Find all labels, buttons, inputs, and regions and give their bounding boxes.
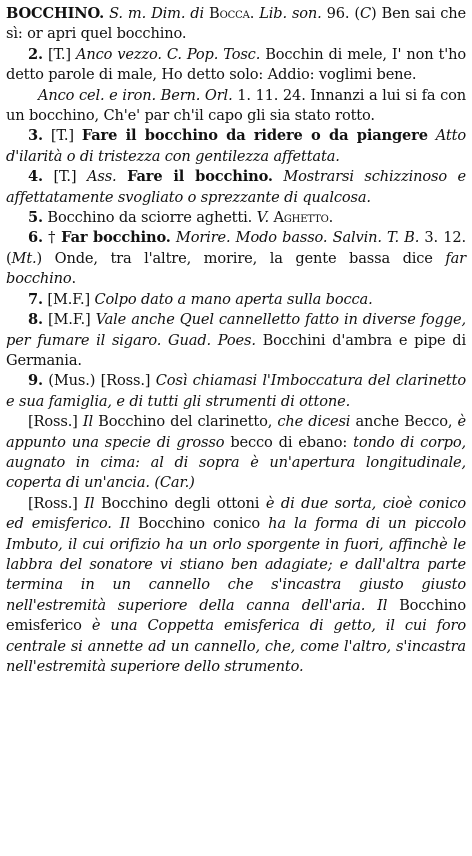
dictionary-entry-3: [6, 126, 466, 167]
dictionary-entry-2: [6, 86, 466, 127]
entry-text-segment: 8.: [28, 311, 43, 329]
dictionary-entry-10: [6, 412, 466, 494]
entry-text-segment: ) Onde, tra l'altre, morire, la gente bassa dice: [36, 249, 446, 267]
entry-text-segment: Ass.: [86, 168, 117, 186]
entry-text-segment: è di due sorta, cioè conico ed emisferico. Il: [6, 494, 467, 533]
dictionary-entry-0: [6, 4, 466, 45]
entry-text-segment: Bocchino degli ottoni: [94, 494, 266, 512]
entry-text-segment: tondo di corpo, augnato in cima: al di sopra è un'apertura longitudinale, coperta di un'ancia. (Car.): [6, 433, 466, 492]
entry-text-segment: (Mus.) [Ross.]: [42, 372, 156, 390]
entry-text-segment: [273, 168, 284, 185]
entry-text-segment: [117, 168, 128, 185]
entry-text-segment: Colpo dato a mano aperta sulla bocca.: [94, 290, 373, 308]
dictionary-entry-1: [6, 45, 466, 86]
entry-text-segment: Fare il bocchino da ridere o da piangere: [81, 127, 428, 145]
dictionary-entry-6: [6, 228, 466, 289]
entry-text-segment: Vale anche Quel cannelletto fatto in diverse fogge, per fumare il sigaro. Guad. Poes.: [6, 311, 466, 349]
entry-text-segment: becco di ebano:: [224, 433, 354, 451]
entry-text-segment: [Ross.]: [28, 494, 85, 512]
entry-text-segment: [T.]: [42, 127, 82, 145]
entry-text-segment: [M.F.]: [42, 311, 96, 329]
entry-text-segment: ha la forma di un piccolo Imbuto, il cui orifizio ha un orlo sporgente in fuori, affinchè le labbra del sonatore vi stiano ben adagiate; e dall'altra parte termina in un cannello che s'incastra giusto giusto nell'estremità superiore della canna dell'aria. Il: [6, 515, 466, 614]
entry-text-segment: Bocchini d'ambra e pipe di Germania.: [6, 331, 466, 369]
entry-text-segment: [M.F.]: [42, 290, 95, 308]
entry-text-segment: Il: [82, 413, 93, 431]
entry-text-segment: far bocchino: [6, 249, 466, 288]
entry-text-segment: è una Coppetta emisferica di getto, il cui foro centrale si annette ad un cannello, che, come l'altro, s'incastra nell'estremità superiore dello strumento.: [6, 617, 466, 675]
entry-text-segment: Bocchin di mele, I' non t'ho detto parole di male, Ho detto solo: Addio: voglimi bene.: [6, 45, 466, 84]
entry-text-segment: Bocchino emisferico: [6, 596, 466, 635]
entry-text-segment: Bocchino da sciorre aghetti.: [42, 209, 257, 227]
entry-text-segment: Aghetto: [273, 209, 329, 227]
entry-text-segment: 9.: [28, 372, 43, 390]
entry-text-segment: C: [359, 5, 371, 22]
entry-text-segment: [T.]: [42, 45, 76, 63]
entry-text-segment: Mostrarsi schizzinoso e affettatamente svogliato o sprezzante di qualcosa.: [6, 168, 466, 206]
entry-text-segment: 5.: [28, 209, 43, 227]
entry-text-segment: Far bocchino.: [61, 229, 171, 247]
entry-text-segment: che dicesi: [277, 413, 351, 431]
entry-text-segment: 96. (: [321, 5, 360, 22]
entry-text-segment: S. m. Dim. di: [109, 5, 205, 22]
entry-text-segment: Così chiamasi l'Imboccatura del clarinetto e sua famiglia, e di tutti gli strumenti di ottone.: [6, 372, 466, 410]
entry-text-segment: 3. 12. (: [6, 229, 466, 267]
entry-text-segment: ) Ben sai che sì: or apri quel bocchino.: [6, 5, 466, 43]
entry-text-segment: 6.: [28, 229, 43, 247]
dictionary-entry-4: [6, 167, 466, 208]
entry-text-segment: Morire. Modo basso. Salvin. T. B.: [175, 229, 420, 247]
entry-text-segment: Atto d'ilarità o di tristezza con gentilezza affettata.: [6, 127, 466, 165]
entry-text-segment: 3.: [28, 127, 43, 145]
entry-text-segment: BOCCHINO.: [6, 5, 105, 22]
entry-text-segment: 2.: [28, 45, 43, 63]
entry-text-segment: Bocca: [209, 5, 250, 22]
entry-text-segment: [428, 127, 436, 144]
entry-text-segment: [Ross.]: [28, 413, 83, 431]
dictionary-entry-7: [6, 290, 466, 310]
entry-text-segment: .: [71, 270, 77, 288]
entry-text-segment: è appunto una specie di grosso: [6, 413, 466, 451]
entry-text-segment: .: [328, 209, 334, 227]
entry-text-segment: †: [42, 229, 62, 247]
entry-text-segment: Anco cel. e iron. Bern. Orl.: [38, 86, 233, 104]
entry-text-segment: Mt.: [11, 249, 37, 267]
dictionary-entry-11: [6, 494, 466, 678]
entry-text-segment: Bocchino del clarinetto,: [93, 413, 278, 431]
dictionary-entry-5: [6, 208, 466, 228]
entry-text-segment: [T.]: [42, 168, 87, 186]
entry-text-segment: anche Becco,: [350, 413, 458, 431]
entry-text-segment: V.: [256, 209, 269, 227]
entry-text-segment: Fare il bocchino.: [127, 168, 273, 186]
entry-text-segment: 1. 11. 24. Innanzi a lui si fa con un bocchino, Ch'e' par ch'il capo gli sia stato rotto.: [6, 86, 466, 125]
dictionary-entry-8: [6, 310, 466, 371]
entry-text-segment: 7.: [28, 290, 43, 308]
entry-text-segment: Anco vezzo. C. Pop. Tosc.: [75, 45, 261, 63]
entry-text-segment: Lib. son.: [259, 5, 322, 22]
entry-text-segment: Bocchino conico: [129, 515, 269, 533]
entry-text-segment: .: [249, 5, 260, 22]
entry-text-segment: 4.: [28, 168, 43, 186]
entry-text-segment: Il: [84, 494, 95, 512]
dictionary-entry-9: [6, 371, 466, 412]
